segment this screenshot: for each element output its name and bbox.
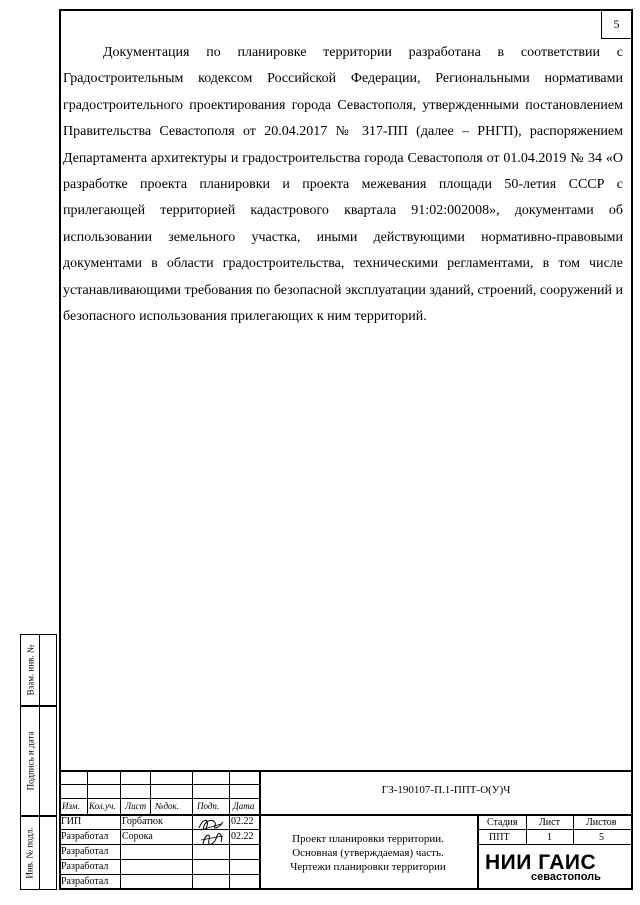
document-body xyxy=(63,40,623,330)
document-code: ГЗ-190107-П.1-ППТ-О(У)Ч xyxy=(381,784,511,796)
header-podp: Подп. xyxy=(197,801,220,811)
row-role: Разработал xyxy=(61,831,109,842)
signature-gorbatyuk xyxy=(195,814,227,850)
project-title xyxy=(259,832,477,874)
side-stamp-podpis xyxy=(20,706,57,816)
header-ndok: №док. xyxy=(155,801,179,811)
stage-value: ППТ xyxy=(489,832,510,843)
header-izm: Изм. xyxy=(62,801,80,811)
side-stamp-inv xyxy=(20,816,57,890)
sheet-header: Лист xyxy=(539,817,560,828)
header-list: Лист xyxy=(125,801,147,811)
side-stamp-vzam xyxy=(20,634,57,706)
row-name: Сорока xyxy=(122,831,153,842)
row-role: Разработал xyxy=(61,876,109,887)
row-role: Разработал xyxy=(61,861,109,872)
side-stamp-podpis-label: Подпись и дата xyxy=(25,731,35,791)
org-logo-city: севастополь xyxy=(531,871,601,883)
sheets-header: Листов xyxy=(586,817,617,828)
row-date: 02.22 xyxy=(231,831,254,842)
row-role: ГИП xyxy=(61,816,82,827)
sheet-value: 1 xyxy=(547,832,552,843)
sheets-value: 5 xyxy=(599,832,604,843)
row-date: 02.22 xyxy=(231,816,254,827)
stage-header: Стадия xyxy=(487,817,518,828)
side-stamp-inv-label: Инв. № подл. xyxy=(25,827,35,879)
page-number: 5 xyxy=(601,11,631,39)
side-stamp-vzam-label: Взам. инв. № xyxy=(25,644,35,696)
project-title-line-2: Основная (утверждаемая) часть. xyxy=(292,847,444,859)
org-logo-name: НИИ ГАИС xyxy=(485,851,597,874)
title-block xyxy=(59,770,633,890)
body-paragraph: Документация по планировке территории разработана в соответствии с Градостроительным кодексом Российской Федерации, Региональными нормативами градостроительного проектирования города Севастополя, утвержденными постановлением Правительства Севастополя от 20.04.2017 № 317-ПП (далее – РНГП), распоряжением Департамента архитектуры и градостроительства города Севастополя от 01.04.2019 № 34 «О разработке проекта планировки и проекта межевания площади 50-летия СССР с прилегающей территорией кадастрового квартала 91:02:002008», документами об использовании земельного участка, иными действующими нормативно-правовыми документами в области градостроительства, техническими регламентами, в том числе устанавливающими требования по безопасной эксплуатации зданий, строений, сооружений и безопасного использования прилегающих к ним территорий. xyxy=(63,45,623,325)
row-name: Горбатюк xyxy=(122,816,163,827)
project-title-line-1: Проект планировки территории. xyxy=(292,833,444,845)
header-data: Дата xyxy=(233,801,255,811)
project-title-line-3: Чертежи планировки территории xyxy=(290,861,446,873)
row-role: Разработал xyxy=(61,846,109,857)
header-koluch: Кол.уч. xyxy=(89,801,116,811)
